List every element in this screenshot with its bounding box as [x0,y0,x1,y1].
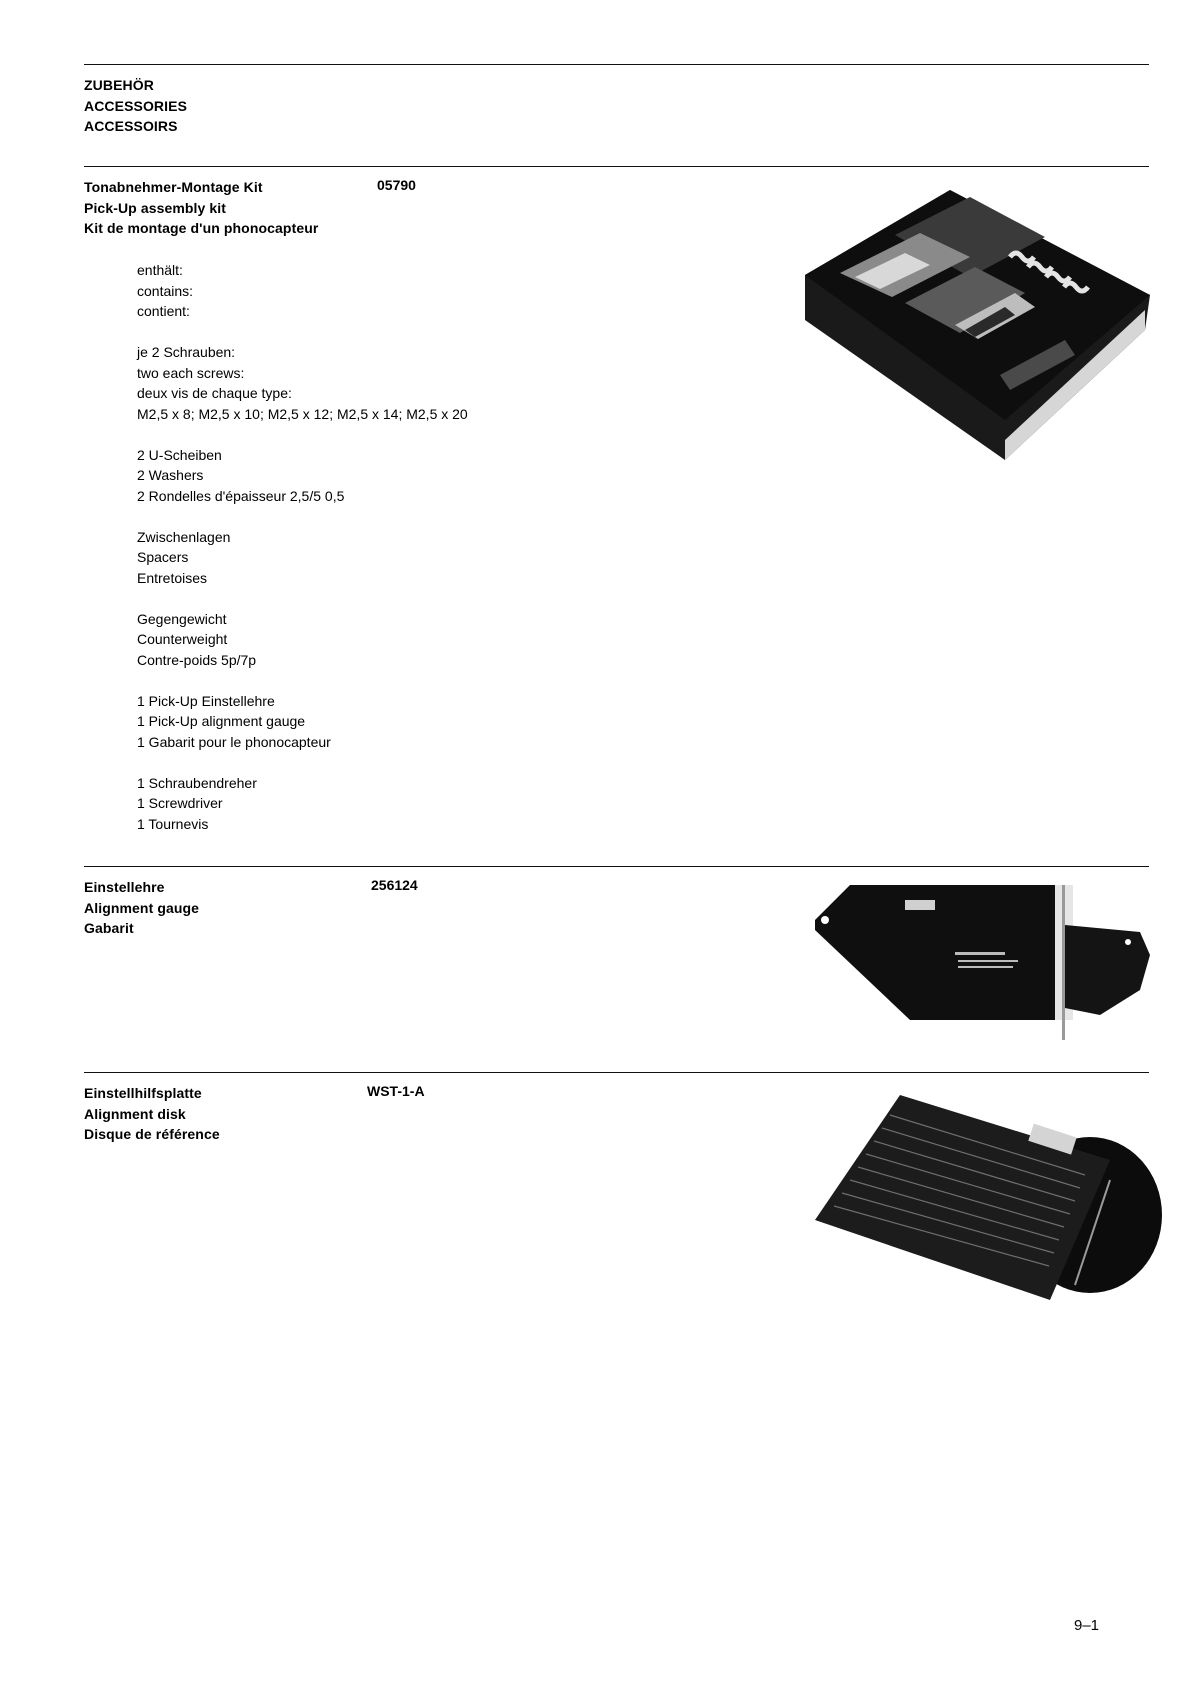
contents-group-intro [137,260,468,322]
contents-line: je 2 Schrauben: [137,344,236,360]
contents-line: deux vis de chaque type: [137,385,292,401]
kit-contents-list [137,260,468,855]
contents-line: M2,5 x 8; M2,5 x 10; M2,5 x 12; M2,5 x 14; M2,5 x 20 [137,405,468,422]
contents-line: two each screws: [137,364,245,381]
item-disk-name-de: Einstellhilfsplatte [84,1085,202,1101]
item-disk-code: WST-1-A [367,1083,425,1099]
contents-line: 1 Pick-Up alignment gauge [137,713,306,729]
contents-group-counterweight [137,609,468,671]
item-disk-names [84,1083,220,1145]
item-kit-name-fr: Kit de montage d'un phonocapteur [84,220,319,236]
top-rule [84,64,1149,65]
item-gauge-name-fr: Gabarit [84,920,134,936]
contents-group-screws [137,342,468,424]
item-gauge-names [84,877,199,939]
contents-line: Spacers [137,549,189,565]
section-title-en: ACCESSORIES [84,97,188,114]
contents-group-screwdriver [137,773,468,835]
contents-line: 2 Rondelles d'épaisseur 2,5/5 0,5 [137,487,345,504]
contents-line: Gegengewicht [137,610,227,627]
contents-line: 1 Pick-Up Einstellehre [137,692,275,709]
contents-line: enthält: [137,262,183,278]
contents-group-spacers [137,527,468,589]
item-kit-names [84,177,318,239]
item-disk-name-en: Alignment disk [84,1105,186,1122]
alignment-disk-photo [810,1090,1165,1305]
contents-group-gauge [137,691,468,753]
contents-line: 2 Washers [137,467,204,483]
section-title [84,75,187,137]
contents-line: Entretoises [137,569,208,586]
contents-line: 1 Screwdriver [137,795,223,811]
item-kit-name-de: Tonabnehmer-Montage Kit [84,179,263,195]
contents-line: Zwischenlagen [137,528,231,545]
item-disk-name-fr: Disque de référence [84,1126,220,1142]
contents-group-washers [137,445,468,507]
section-title-de: ZUBEHÖR [84,77,154,93]
contents-line: contient: [137,303,190,319]
assembly-kit-photo [800,185,1155,465]
item-kit-name-en: Pick-Up assembly kit [84,199,227,216]
contents-line: contains: [137,282,194,299]
item-kit-code: 05790 [377,177,416,193]
contents-line: 2 U-Scheiben [137,446,222,463]
section-rule-1 [84,166,1149,167]
page-number: 9–1 [1074,1617,1100,1634]
section-rule-2 [84,866,1149,867]
item-gauge-name-de: Einstellehre [84,879,165,895]
alignment-gauge-photo [810,880,1160,1040]
item-gauge-name-en: Alignment gauge [84,899,200,916]
contents-line: 1 Schraubendreher [137,774,257,791]
contents-line: Counterweight [137,631,228,647]
item-gauge-code: 256124 [371,877,418,893]
section-title-fr: ACCESSOIRS [84,118,178,134]
contents-line: Contre-poids 5p/7p [137,651,257,668]
contents-line: 1 Tournevis [137,815,209,832]
section-rule-3 [84,1072,1149,1073]
contents-line: 1 Gabarit pour le phonocapteur [137,733,331,750]
